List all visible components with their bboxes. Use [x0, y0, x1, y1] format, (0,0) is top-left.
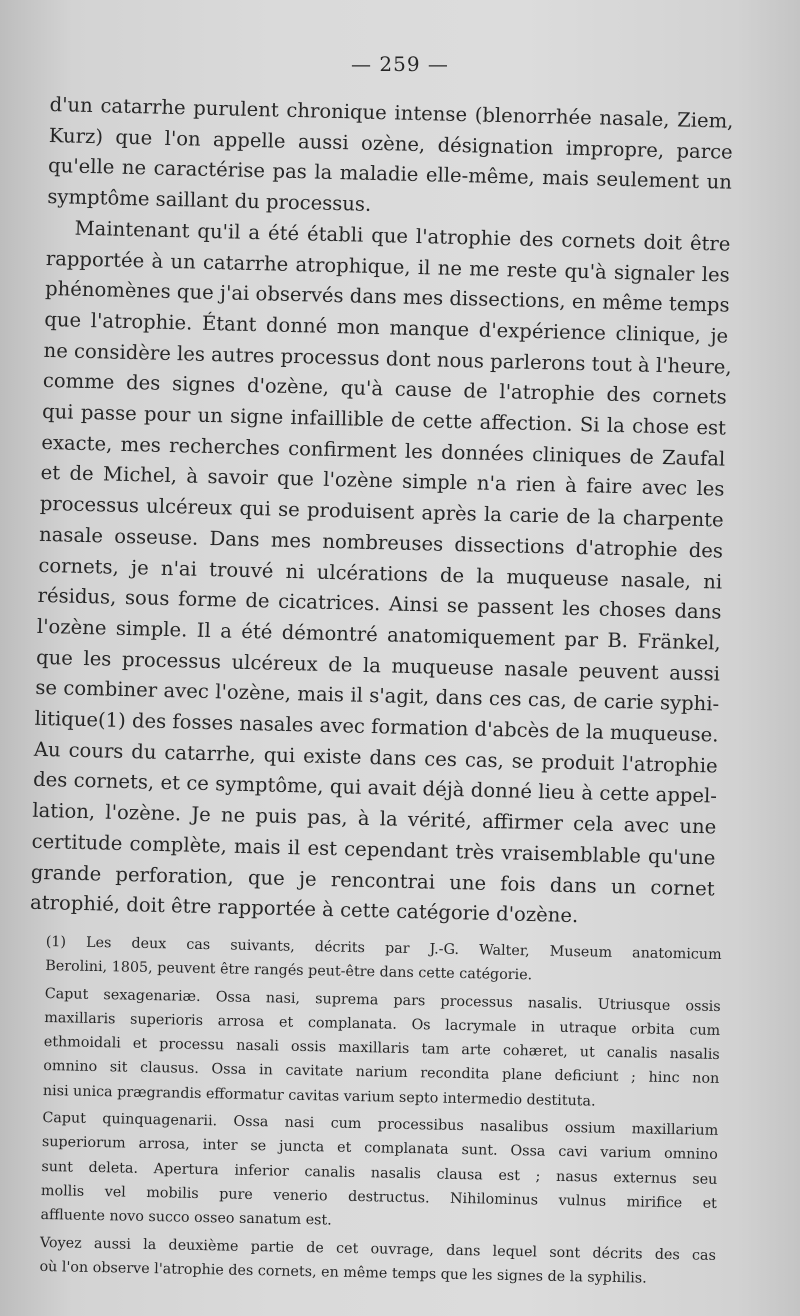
text-line: comme des signes d'ozène, qu'à cause de l'atrophie des cornets	[42, 369, 727, 409]
text-line: processus ulcéreux qui se produisent après la carie de la charpente	[39, 492, 724, 532]
footnote-line: Caput quinquagenarii. Ossa nasi cum processibus nasalibus ossium maxillarium	[42, 1110, 719, 1140]
text-line: phénomènes que j'ai observés dans mes dissections, en même temps	[44, 277, 730, 317]
text-line: Kurz) que l'on appelle aussi ozène, désignation impropre, parce	[48, 123, 733, 164]
text-line: se combiner avec l'ozène, mais il s'agit, dans ces cas, de carie syphi-	[35, 676, 720, 716]
footnote-line: ethmoidali et processu nasali ossis maxillaris tam arte cohæret, ut canalis nasalis	[43, 1034, 720, 1064]
text-line: nasale osseuse. Dans mes nombreuses dissections d'atrophie des	[38, 522, 724, 563]
main-text	[30, 90, 734, 935]
text-line: rapportée à un catarrhe atrophique, il ne me reste qu'à signaler les	[45, 246, 730, 287]
text-line: l'ozène simple. Il a été démontré anatomiquement par B. Fränkel,	[36, 614, 721, 655]
text-line: ne considère les autres processus dont nous parlerons tout à l'heure,	[43, 338, 732, 379]
footnote-line: mollis vel mobilis pure venerio destructus. Nihilominus vulnus mirifice et	[40, 1182, 718, 1212]
footnote-paragraph	[40, 1106, 718, 1240]
text-line: atrophié, doit être rapportée à cette catégorie d'ozène.	[29, 891, 579, 928]
page-number: — 259 —	[351, 52, 449, 76]
footnote-paragraph	[43, 982, 721, 1116]
footnote-line: nisi unica prægrandis efformatur cavitas varium septo intermedio destituta.	[42, 1082, 596, 1110]
text-line: résidus, sous forme de cicatrices. Ainsi se passent les choses dans	[37, 584, 722, 624]
text-line: et de Michel, à savoir que l'ozène simple n'a rien à faire avec les	[40, 461, 725, 502]
text-line: litique(1) des fosses nasales avec formation d'abcès de la muqueuse.	[34, 706, 719, 747]
text-line: Au cours du catarrhe, qui existe dans ces cas, se produit l'atrophie	[33, 737, 718, 778]
footnote-paragraph	[45, 930, 722, 992]
footnote-line: (1) Les deux cas suivants, décrits par J.-G. Walter, Museum anatomicum	[45, 933, 722, 963]
text-line: que l'atrophie. Étant donné mon manque d'expérience clinique, je	[44, 307, 729, 348]
footnote-line: Caput sexagenariæ. Ossa nasi, suprema pars processus nasalis. Utriusque ossis	[44, 985, 721, 1015]
text-line: d'un catarrhe purulent chronique intense (blenorrhée nasale, Ziem,	[49, 92, 734, 133]
footnotes	[39, 930, 722, 1295]
text-line: qu'elle ne caractérise pas la maladie elle-même, mais seulement un	[47, 154, 733, 195]
text-line: certitude complète, mais il est cependant très vraisemblable qu'une	[31, 829, 716, 870]
text-line: exacte, mes recherches confirment les données cliniques de Zaufal	[41, 430, 726, 471]
paragraph	[47, 90, 734, 229]
text-line: symptôme saillant du processus.	[47, 185, 372, 216]
footnote-paragraph	[39, 1231, 716, 1293]
text-line: Maintenant qu'il a été établi que l'atrophie des cornets doit être	[74, 216, 731, 256]
footnote-line: omnino sit clausus. Ossa in cavitate narium recondita plane deficiunt ; hinc non	[43, 1058, 720, 1088]
footnote-line: sunt deleta. Apertura inferior canalis nasalis clausa est ; nasus externus seu	[41, 1158, 718, 1188]
footnote-line: où l'on observe l'atrophie des cornets, en même temps que les signes de la syphilis.	[39, 1258, 647, 1287]
footnote-line: Berolini, 1805, peuvent être rangés peut-être dans cette catégorie.	[45, 958, 533, 984]
footnote-line: Voyez aussi la deuxième partie de cet ouvrage, dans lequel sont décrits des cas	[39, 1234, 717, 1264]
text-line: cornets, je n'ai trouvé ni ulcérations de la muqueuse nasale, ni	[38, 553, 723, 594]
paragraph	[30, 213, 731, 936]
text-line: que les processus ulcéreux de la muqueuse nasale peuvent aussi	[35, 645, 721, 686]
footnote-line: affluente novo succo osseo sanatum est.	[40, 1207, 332, 1229]
text-line: grande perforation, que je rencontrai une fois dans un cornet	[30, 860, 715, 901]
footnote-line: maxillaris superioris arrosa et complanata. Os lacrymale in utraque orbita cum	[44, 1009, 721, 1039]
text-line: des cornets, et ce symptôme, qui avait déjà donné lieu à cette appel-	[32, 768, 718, 808]
text-line: qui passe pour un signe infaillible de cette affection. Si la chose est	[41, 399, 727, 440]
footnote-line: superiorum arrosa, inter se juncta et complanata sunt. Ossa cavi varium omnino	[41, 1134, 718, 1164]
text-line: lation, l'ozène. Je ne puis pas, à la vérité, affirmer cela avec une	[32, 798, 717, 839]
